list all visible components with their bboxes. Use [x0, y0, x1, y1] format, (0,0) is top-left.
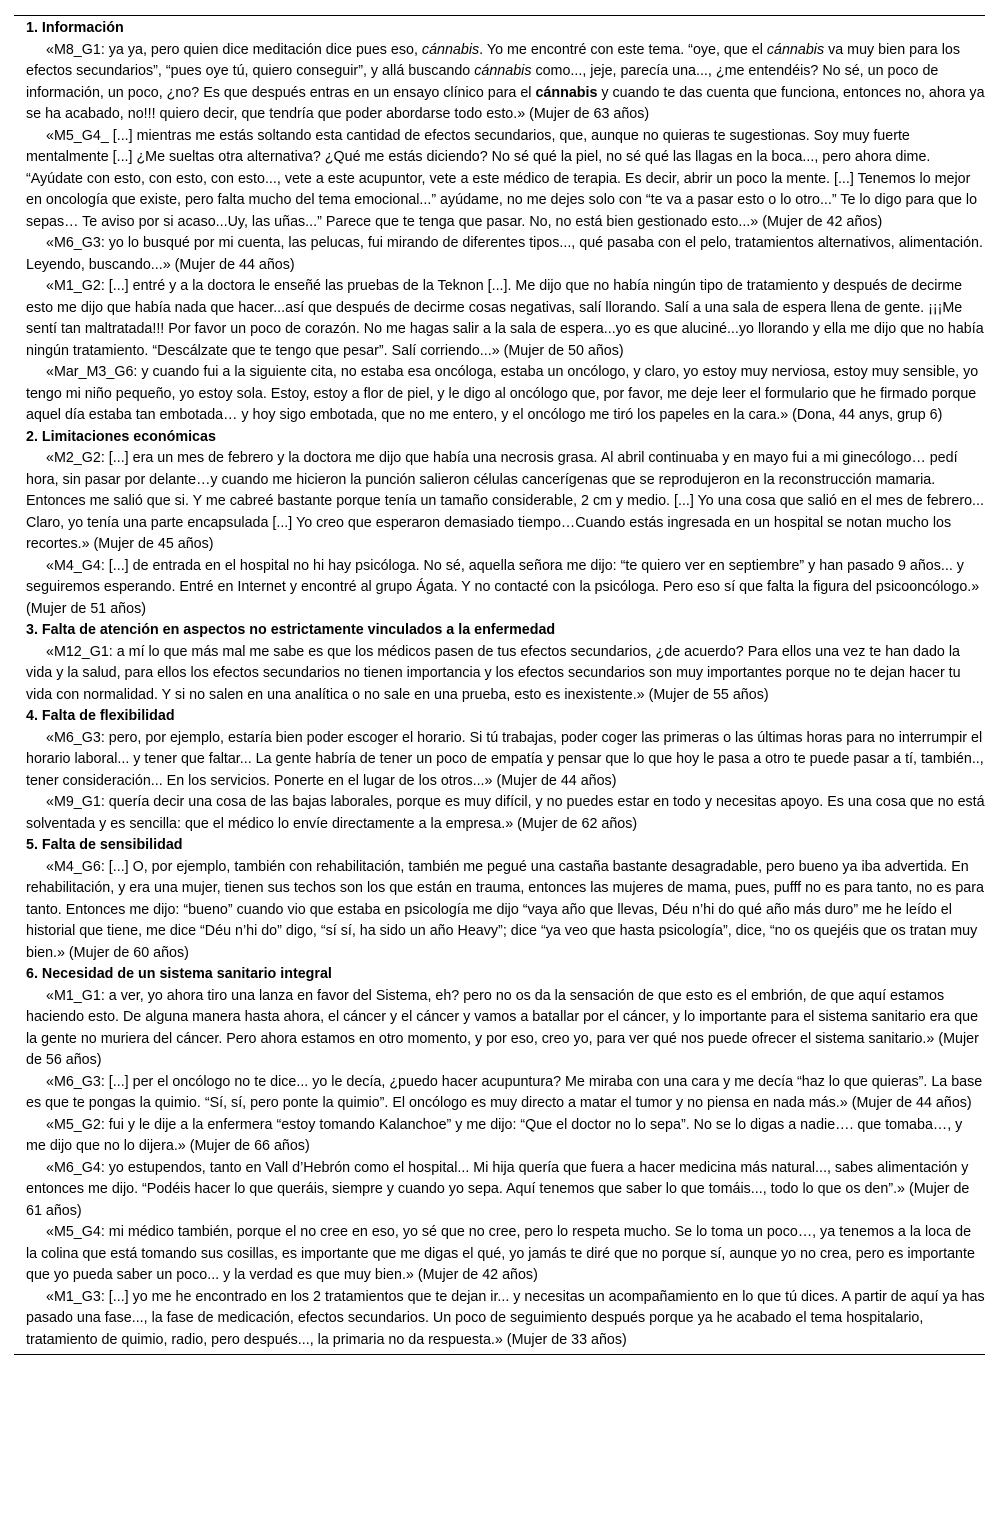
- quote-text: «M6_G3: pero, por ejemplo, estaría bien poder escoger el horario. Si tú trabajas, poder coger las primeras o las últimas horas para no interrumpir el horario laboral... y tener que faltar... La gente habría de tener un poco de empatía y pensar que lo que hoy le pasa a otro te puede pasar a tí, también.., tener consideración... En los servicios. Ponerte en el lugar de los otros...» (Mujer de 44 años): [26, 729, 984, 789]
- bold-term: cánnabis: [535, 84, 598, 101]
- section-title: 4. Falta de flexibilidad: [26, 708, 175, 724]
- quote-text: «M1_G2: [...] entré y a la doctora le enseñé las pruebas de la Teknon [...]. Me dijo que no había ningún tipo de tratamiento y después de decirme esto me dijo que había nada que hacer...así que después de decirme cosas negativas, salí llorando. Salí a una sala de espera llena de gente. ¡¡¡Me sentí tan maltratada!!! Por favor un poco de corazón. No me hagas salir a la sala de espera...yo es que aluciné...yo llorando y ella me dijo que no había ningún tratamiento. “Descálzate que te tengo que pesar”. Salí corriendo...» (Mujer de 50 años): [26, 278, 984, 359]
- quote-text: «M5_G4_ [...] mientras me estás soltando esta cantidad de efectos secundarios, que, aunque no quieras te sugestionas. Soy muy fuerte mentalmente [...] ¿Me sueltas otra alternativa? ¿Qué me estás diciendo? No sé qué la piel, no sé qué las llagas en la boca..., pero ahora dime. “Ayúdate con esto, con esto, con esto..., vete a este acupuntor, vete a este médico de terapia. Es decir, abrir un poco la mente. [...] Tenemos lo mejor en oncología que existe, pero falta mucho del tema emocional...” ayúdame, no me dejes solo con “te va a pasar esto o lo otro...” Te lo digo para que lo sepas… Te aviso por si acaso...Uy, las uñas...” Parece que te tenga que pasar. No, no está bien gestionado esto...» (Mujer de 42 años): [26, 127, 978, 230]
- section-title: 5. Falta de sensibilidad: [26, 837, 183, 853]
- quote-text: «M6_G3: yo lo busqué por mi cuenta, las pelucas, fui mirando de diferentes tipos..., qué pasaba con el pelo, tratamientos alternativos, alimentación. Leyendo, buscando...» (Mujer de 44 años): [26, 235, 983, 273]
- quote-text: «M1_G3: [...] yo me he encontrado en los 2 tratamientos que te dejan ir... y necesitas un acompañamiento en lo que tú dices. A partir de aquí ya has pasado una fase..., la fase de medicación, efectos secundarios. Un poco de seguimiento después porque ya he acabado el tema hospitalario, tratamiento de quimio, radio, pero después..., la primaria no da respuesta.» (Mujer de 33 años): [26, 1288, 985, 1348]
- section-title: 3. Falta de atención en aspectos no estrictamente vinculados a la enfermedad: [26, 622, 556, 638]
- section-title: 2. Limitaciones económicas: [26, 428, 216, 445]
- quote-paragraph: [26, 40, 985, 126]
- quote-text: «M9_G1: quería decir una cosa de las bajas laborales, porque es muy difícil, y no puedes estar en todo y necesitas apoyo. Es una cosa que no está solventada y es sencilla: que el médico lo envíe directamente a la empresa.» (Mujer de 62 años): [26, 794, 985, 832]
- quote-text: «M1_G1: a ver, yo ahora tiro una lanza en favor del Sistema, eh? pero no os da la sensación de que esto es el embrión, de que aquí estamos haciendo esto. De alguna manera hasta ahora, el cáncer y el cáncer y vamos a batallar por el cáncer, y lo importante para el sistema sanitario era que la gente no muriera del cáncer. Pero ahora estamos en otro momento, y por eso, creo yo, para ver qué nos puede ofrecer el sistema sanitario.» (Mujer de 56 años): [26, 987, 979, 1068]
- quote-paragraph: [26, 986, 985, 1072]
- quote-text: «M6_G3: [...] per el oncólogo no te dice... yo le decía, ¿puedo hacer acupuntura? Me miraba con una cara y me decía “haz lo que quieras”. La base es que te pongas la quimio. “Sí, sí, pero ponte la quimio”. El oncólogo es muy directo a matar el tumor y no piensa en nada más.» (Mujer de 44 años): [26, 1073, 983, 1111]
- italic-term: cánnabis: [766, 41, 825, 58]
- quote-paragraph: [26, 642, 985, 707]
- quote-text: «M4_G4: [...] de entrada en el hospital no hi hay psicóloga. No sé, aquella señora me dijo: “te quiero ver en septiembre” y han pasado 9 años... y seguiremos esperando. Entré en Internet y encontré al grupo Ágata. Y no contacté con la psicóloga. Pero eso sí que falta la figura del psicooncólogo.» (Mujer de 51 años): [26, 557, 980, 617]
- quote-text: «M2_G2: [...] era un mes de febrero y la doctora me dijo que había una necrosis grasa. Al abril continuaba y en mayo fui a mi ginecólogo… pedí hora, sin pasar por delante…y cuando me hicieron la punción salieron células cancerígenas que se reprodujeron en la reconstrucción mamaria. Entonces me salió que si. Y me cabreé bastante porque tenía un tamaño considerable, 2 cm y medio. [...] Yo una cosa que salió en el mes de febrero... Claro, yo tenía una parte encapsulada [...] Yo creo que esperaron demasiado tiempo…Cuando estás ingresada en un hospital se notan mucho los recortes.» (Mujer de 45 años): [26, 450, 984, 552]
- quote-paragraph: [26, 1115, 985, 1158]
- quote-text: . Yo me encontré con este tema. “oye, que el: [479, 41, 767, 58]
- quotes-table: [14, 15, 985, 1355]
- quote-text: «Mar_M3_G6: y cuando fui a la siguiente cita, no estaba esa oncóloga, estaba un oncólogo, y claro, yo estoy muy nerviosa, estoy muy sensible, yo tengo mi niño pequeño, yo estoy sola. Estoy, estoy a flor de piel, y le digo al oncólogo que, por favor, me deje leer el formulario que he firmado porque aquel día estaba tan embotada… y hoy sigo embotada, que no me entero, y el oncólogo me tiró los papeles en la cara.» (Dona, 44 anys, grup 6): [26, 364, 979, 423]
- quote-paragraph: [26, 1222, 985, 1287]
- quote-paragraph: [26, 728, 985, 793]
- quote-text: «M8_G1: ya ya, pero quien dice meditación dice pues eso,: [46, 41, 422, 58]
- quote-text: «M5_G4: mi médico también, porque el no cree en eso, yo sé que no cree, pero lo respeta mucho. Se lo toma un poco…, ya tenemos a la loca de la colina que está tomando sus cosillas, es importante que me digas el qué, yo jamás te diré que no porque sí, aunque yo no crea, pero es importante que yo pueda saber un poco... y la verdad es que muy bien.» (Mujer de 42 años): [26, 1224, 975, 1283]
- quote-paragraph: [26, 126, 985, 234]
- quote-paragraph: [26, 1072, 985, 1115]
- italic-term: cánnabis: [474, 63, 532, 79]
- quote-paragraph: [26, 792, 985, 835]
- quote-text: va muy bien para los efectos secundarios”, “pues oye tú, quiero conseguir”, y allá buscando: [26, 41, 960, 79]
- quote-text: «M5_G2: fui y le dije a la enfermera “estoy tomando Kalanchoe” y me dijo: “Que el doctor no lo sepa”. No se lo digas a nadie…. que tomaba…, y me dijo que no lo dijera.» (Mujer de 66 años): [26, 1116, 963, 1154]
- quote-text: como..., jeje, parecía una..., ¿me entendéis? No sé, un poco de información, un poco, ¿no? Es que después entras en un ensayo clínico para el: [26, 63, 939, 101]
- quote-paragraph: [26, 1158, 985, 1223]
- quote-text: «M6_G4: yo estupendos, tanto en Vall d’Hebrón como el hospital... Mi hija quería que fuera a hacer medicina más natural..., sabes alimentación y entonces me dijo. “Podéis hacer lo que queráis, siempre y cuando yo sepa. Aquí tenemos que saber lo que tomáis..., todo lo que os den”.» (Mujer de 61 años): [26, 1159, 970, 1219]
- quote-paragraph: [26, 857, 985, 965]
- section-title: 1. Información: [26, 20, 124, 36]
- quote-text: y cuando te das cuenta que funciona, entonces no, ahora ya se ha acabado, no!!! quiero decir, que tendría que poder abordarse todo esto.» (Mujer de 63 años): [26, 84, 985, 122]
- quote-text: «M4_G6: [...] O, por ejemplo, también con rehabilitación, también me pegué una castaña bastante desagradable, pero bueno ya iba advertida. En rehabilitación, y era una mujer, tienen sus techos son los que están en trauma, entonces las mujeres de mama, pues, pufff no es para tanto, no es para tanto. Entonces me dijo: “bueno” cuando vio que estaba en psicología me dijo “vaya año que llevas, Déu n’hi do qué año más duro” me he leído el historial que tiene, me dice “Déu n’hi do” digo, “sí sí, ha sido un año Heavy”; dice “ya veo que hasta psicología”, dice, “no os quejéis que os tratan muy bien.» (Mujer de 60 años): [26, 858, 984, 961]
- quote-paragraph: [26, 556, 985, 621]
- quote-paragraph: [26, 233, 985, 276]
- quote-paragraph: [26, 1287, 985, 1352]
- quote-paragraph: [26, 276, 985, 362]
- italic-term: cánnabis: [421, 41, 480, 58]
- section-title: 6. Necesidad de un sistema sanitario integral: [26, 966, 332, 982]
- quote-text: «M12_G1: a mí lo que más mal me sabe es que los médicos pasen de tus efectos secundarios, ¿de acuerdo? Para ellos una vez te han dado la vida y la salud, para ellos los efectos secundarios no tienen importancia y los efectos secundarios son muy importantes porque no te dejan hacer tu vida con normalidad. Y si no salen en una analítica o no sale en una prueba, esto es inexistente.» (Mujer de 55 años): [26, 643, 961, 703]
- quote-paragraph: [26, 448, 985, 556]
- quote-paragraph: [26, 362, 985, 427]
